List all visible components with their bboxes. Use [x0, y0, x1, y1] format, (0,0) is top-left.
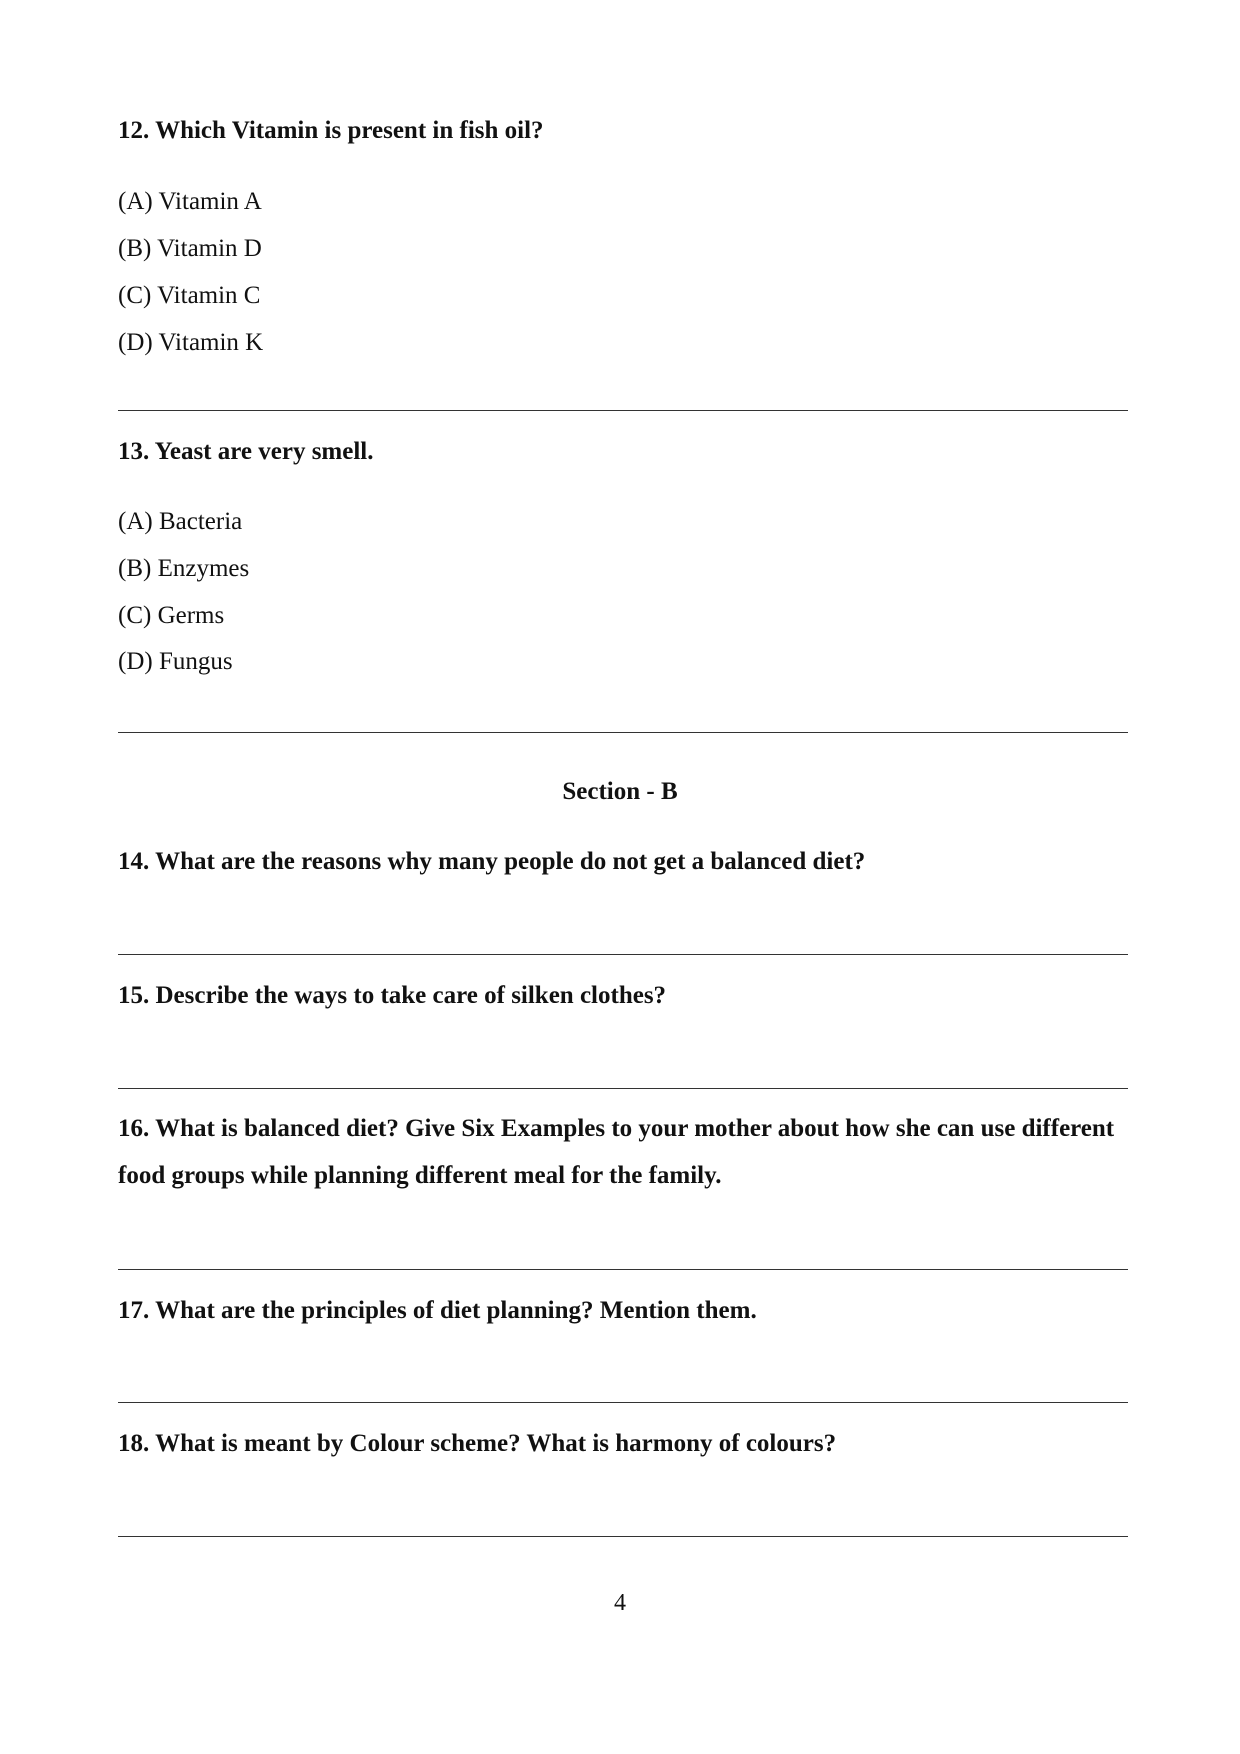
question-number: 16.	[118, 1115, 150, 1142]
question-13	[118, 428, 1128, 475]
divider	[118, 1269, 1128, 1270]
question-text: What is meant by Colour scheme? What is harmony of colours?	[155, 1430, 837, 1457]
question-number: 17.	[118, 1297, 150, 1324]
question-text: What is balanced diet? Give Six Examples to your mother about how she can use different food groups while planning different meal for the family.	[118, 1115, 1115, 1189]
option-13-c: (C) Germs	[118, 602, 225, 629]
question-18	[118, 1420, 1128, 1467]
question-number: 15.	[118, 982, 150, 1009]
question-text: Yeast are very smell.	[154, 438, 374, 465]
question-number: 13.	[118, 438, 150, 465]
option-12-a: (A) Vitamin A	[118, 188, 262, 215]
question-number: 12.	[118, 117, 150, 144]
option-12-d: (D) Vitamin K	[118, 329, 264, 356]
option-12-b: (B) Vitamin D	[118, 235, 262, 262]
divider	[118, 410, 1128, 411]
question-16	[118, 1105, 1128, 1199]
question-12	[118, 107, 1128, 154]
divider	[118, 1402, 1128, 1403]
question-text: What are the reasons why many people do not get a balanced diet?	[155, 848, 866, 875]
option-12-c: (C) Vitamin C	[118, 282, 261, 309]
divider	[118, 732, 1128, 733]
divider	[118, 954, 1128, 955]
section-heading: Section - B	[562, 778, 678, 805]
question-15	[118, 972, 1128, 1019]
question-number: 14.	[118, 848, 150, 875]
question-text: Which Vitamin is present in fish oil?	[155, 117, 544, 144]
question-14	[118, 838, 1128, 885]
option-13-b: (B) Enzymes	[118, 555, 250, 582]
option-13-d: (D) Fungus	[118, 648, 233, 675]
option-13-a: (A) Bacteria	[118, 508, 243, 535]
question-number: 18.	[118, 1430, 150, 1457]
question-17	[118, 1287, 1128, 1334]
question-text: Describe the ways to take care of silken clothes?	[155, 982, 667, 1009]
divider	[118, 1088, 1128, 1089]
divider	[118, 1536, 1128, 1537]
page-number: 4	[614, 1590, 626, 1616]
question-text: What are the principles of diet planning? Mention them.	[155, 1297, 757, 1324]
